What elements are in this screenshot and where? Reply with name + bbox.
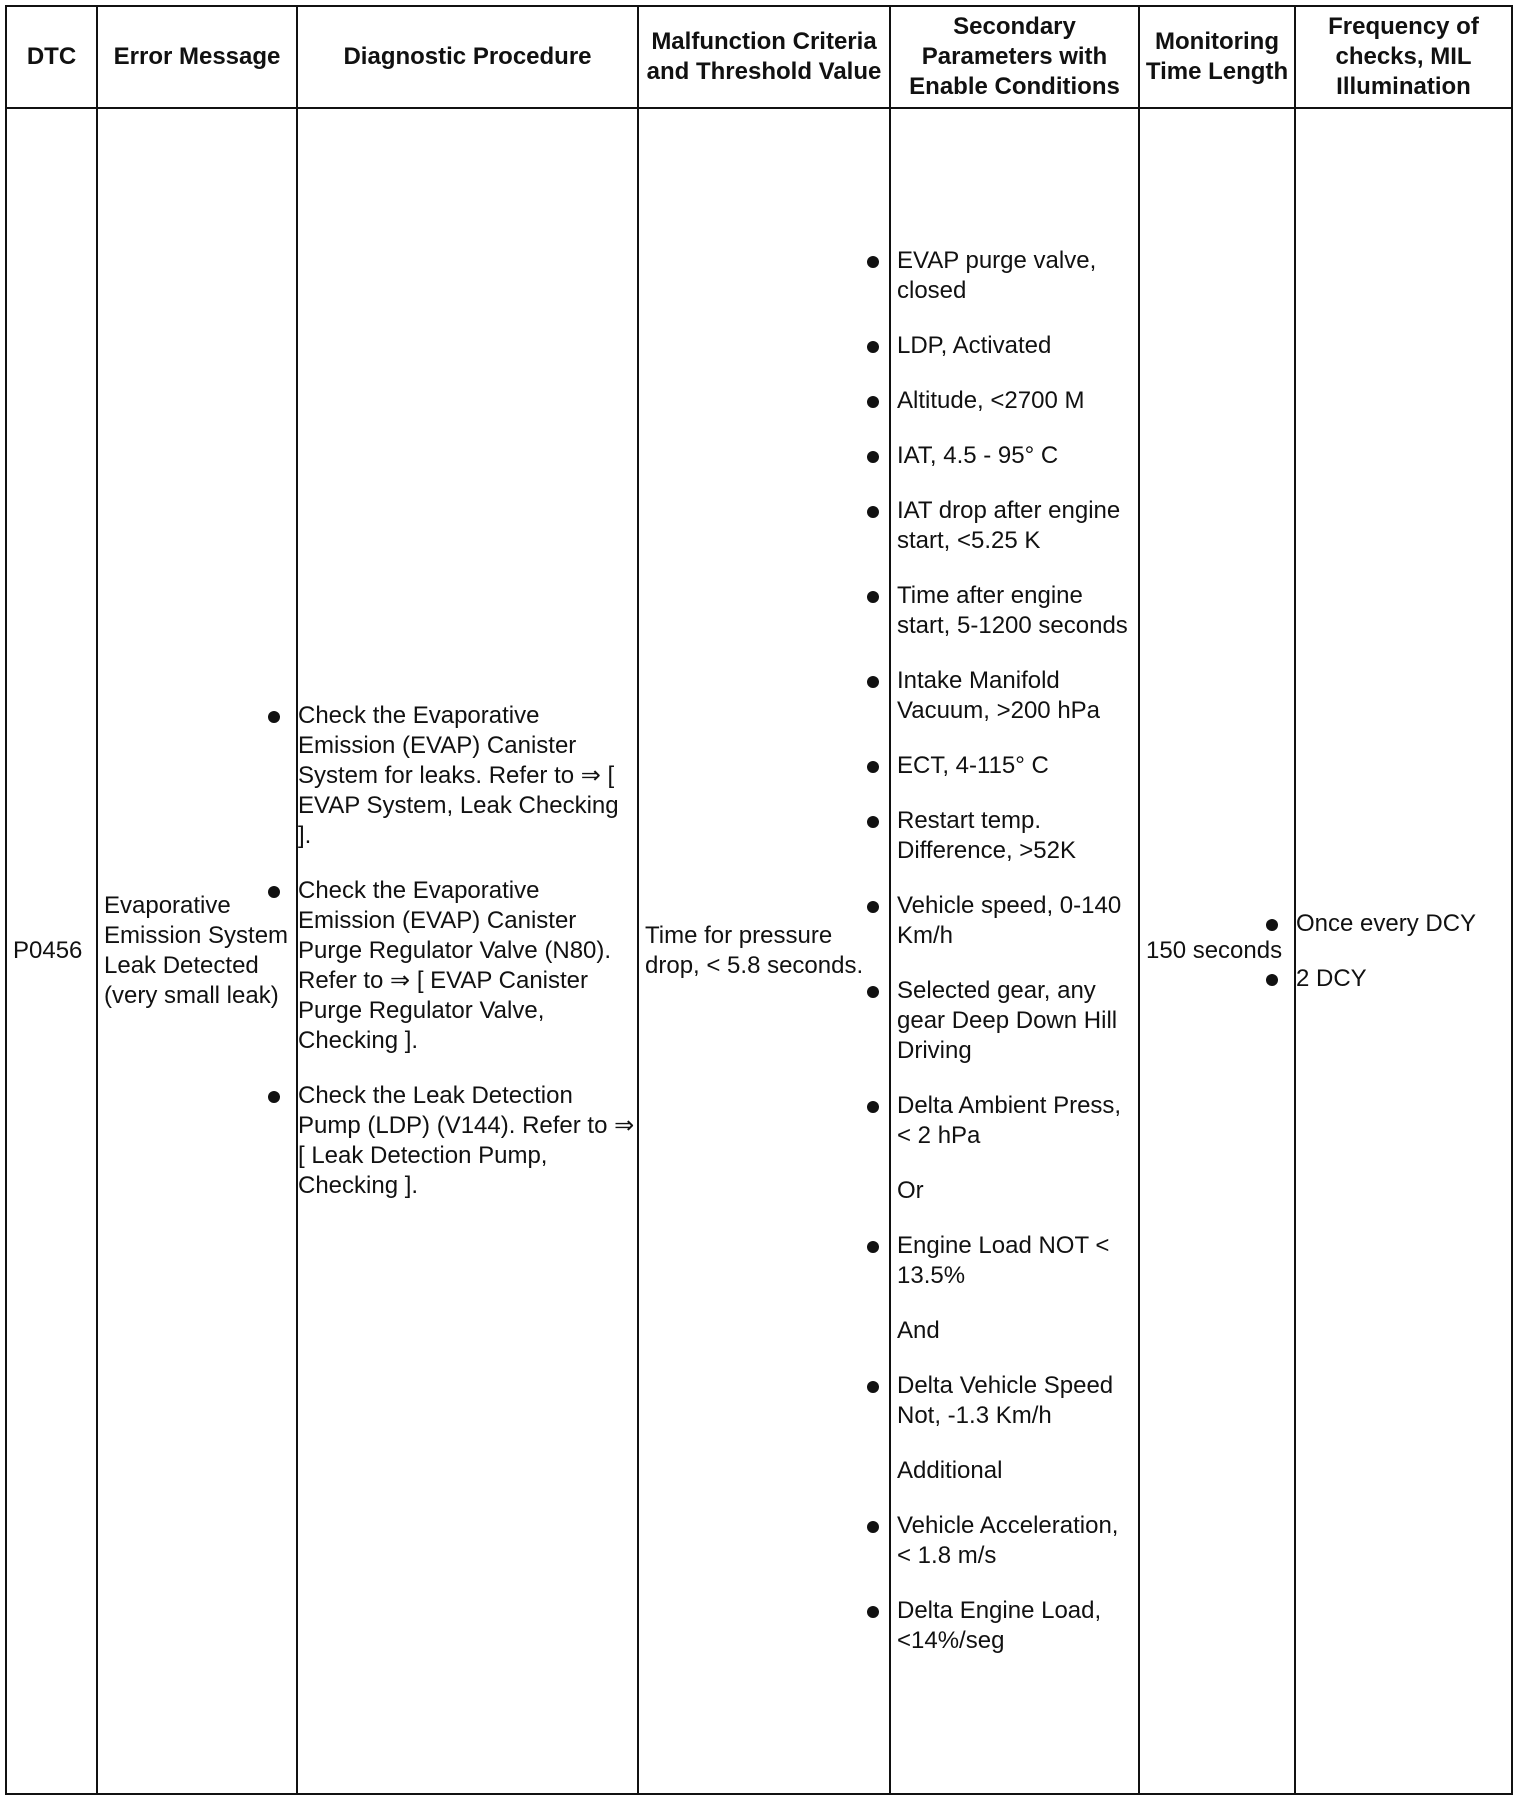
condition-text: Vehicle speed, 0-140 Km/h (897, 892, 1122, 949)
list-item (897, 751, 1132, 781)
condition-group (897, 1511, 1132, 1656)
header-frequency: Frequency of checks, MIL Illumination (1295, 6, 1512, 108)
condition-list (897, 1511, 1132, 1656)
condition-list (897, 1371, 1132, 1431)
list-item (897, 1231, 1132, 1291)
list-item (897, 331, 1132, 361)
list-item (298, 1081, 637, 1201)
bullet-icon (867, 1241, 879, 1253)
list-item (897, 441, 1132, 471)
condition-connector (897, 1176, 1132, 1206)
table-row (6, 108, 1512, 1794)
condition-text: Intake Manifold Vacuum, >200 hPa (897, 667, 1101, 724)
header-dtc: DTC (6, 6, 97, 108)
list-item (1296, 909, 1511, 939)
condition-connector (897, 1316, 1132, 1346)
condition-text: Delta Vehicle Speed Not, -1.3 Km/h (897, 1372, 1114, 1429)
condition-group (897, 246, 1132, 1151)
bullet-icon (867, 761, 879, 773)
header-monitoring-time: Monitoring Time Length (1139, 6, 1295, 108)
bullet-icon (867, 1381, 879, 1393)
list-item (1296, 964, 1511, 994)
list-item (897, 1511, 1132, 1571)
connector-and: And (897, 1317, 940, 1344)
bullet-icon (867, 396, 879, 408)
malfunction-criteria-cell (638, 108, 890, 1794)
list-item (298, 876, 637, 1056)
bullet-icon (1266, 974, 1278, 986)
condition-text: EVAP purge valve, closed (897, 247, 1097, 304)
bullet-icon (268, 1091, 280, 1103)
bullet-icon (867, 451, 879, 463)
bullet-icon (867, 986, 879, 998)
bullet-icon (867, 1101, 879, 1113)
monitoring-time-cell (1139, 108, 1295, 1794)
condition-text: IAT, 4.5 - 95° C (897, 442, 1059, 469)
condition-text: Delta Ambient Press, < 2 hPa (897, 1092, 1122, 1149)
dtc-cell (6, 108, 97, 1794)
error-message-cell (97, 108, 297, 1794)
error-message-text: Evaporative Emission System Leak Detected (very small leak) (104, 892, 289, 1009)
bullet-icon (268, 886, 280, 898)
bullet-icon (867, 506, 879, 518)
condition-text: LDP, Activated (897, 332, 1052, 359)
malfunction-criteria-text: Time for pressure drop, < 5.8 seconds. (645, 922, 864, 979)
condition-text: Vehicle Acceleration, < 1.8 m/s (897, 1512, 1119, 1569)
diagnostic-step-text: Check the Evaporative Emission (EVAP) Canister Purge Regulator Valve (N80). Refer to ⇒ [ EVAP Canister Purge Regulator Valve, Checking ]. (298, 877, 612, 1054)
connector-or: Or (897, 1177, 924, 1204)
frequency-cell (1295, 108, 1512, 1794)
list-item (897, 1091, 1132, 1151)
bullet-icon (867, 591, 879, 603)
condition-text: IAT drop after engine start, <5.25 K (897, 497, 1121, 554)
condition-text: Altitude, <2700 M (897, 387, 1085, 414)
bullet-icon (867, 676, 879, 688)
condition-text: Selected gear, any gear Deep Down Hill Driving (897, 977, 1118, 1064)
header-diagnostic-procedure: Diagnostic Procedure (297, 6, 638, 108)
bullet-icon (268, 711, 280, 723)
bullet-icon (867, 901, 879, 913)
bullet-icon (867, 816, 879, 828)
condition-text: Restart temp. Difference, >52K (897, 807, 1077, 864)
list-item (897, 496, 1132, 556)
list-item (897, 891, 1132, 951)
diagnostic-steps-list (298, 701, 637, 1201)
list-item (897, 386, 1132, 416)
secondary-parameters-content (891, 246, 1138, 1656)
list-item (897, 976, 1132, 1066)
diagnostic-step-text: Check the Leak Detection Pump (LDP) (V144). Refer to ⇒ [ Leak Detection Pump, Checking ]. (298, 1082, 635, 1199)
secondary-parameters-cell (890, 108, 1139, 1794)
condition-text: ECT, 4-115° C (897, 752, 1049, 779)
header-malfunction-criteria: Malfunction Criteria and Threshold Value (638, 6, 890, 108)
diagnostic-step-text: Check the Evaporative Emission (EVAP) Canister System for leaks. Refer to ⇒ [ EVAP System, Leak Checking ]. (298, 702, 619, 849)
header-error-message: Error Message (97, 6, 297, 108)
connector-additional: Additional (897, 1457, 1003, 1484)
list-item (897, 246, 1132, 306)
frequency-list (1296, 909, 1511, 994)
header-row (6, 6, 1512, 108)
list-item (897, 1596, 1132, 1656)
list-item (897, 666, 1132, 726)
condition-list (897, 1231, 1132, 1291)
condition-connector (897, 1456, 1132, 1486)
header-secondary-parameters: Secondary Parameters with Enable Conditions (890, 6, 1139, 108)
monitoring-time-text: 150 seconds (1146, 937, 1283, 964)
dtc-table (5, 5, 1513, 1795)
diagnostic-procedure-cell (297, 108, 638, 1794)
dtc-code: P0456 (13, 937, 83, 964)
condition-group (897, 1371, 1132, 1431)
condition-text: Engine Load NOT < 13.5% (897, 1232, 1110, 1289)
condition-group (897, 1231, 1132, 1291)
bullet-icon (867, 256, 879, 268)
bullet-icon (867, 341, 879, 353)
list-item (897, 806, 1132, 866)
list-item (897, 581, 1132, 641)
frequency-text: Once every DCY (1296, 909, 1477, 937)
bullet-icon (867, 1521, 879, 1533)
condition-list (897, 246, 1132, 1151)
frequency-text: 2 DCY (1296, 964, 1367, 992)
bullet-icon (1266, 919, 1278, 931)
bullet-icon (867, 1606, 879, 1618)
condition-text: Delta Engine Load, <14%/seg (897, 1597, 1102, 1654)
list-item (298, 701, 637, 851)
list-item (897, 1371, 1132, 1431)
condition-text: Time after engine start, 5-1200 seconds (897, 582, 1128, 639)
